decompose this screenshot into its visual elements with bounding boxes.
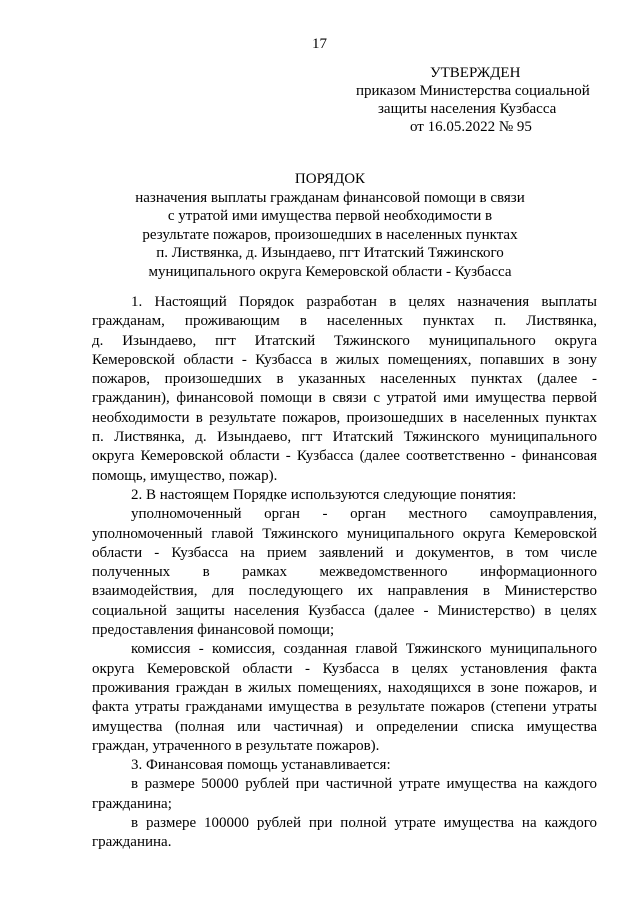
approval-line: защиты населения Кузбасса	[378, 101, 557, 117]
title-heading: ПОРЯДОК	[294, 171, 366, 187]
paragraph-line: социальной защиты населения Кузбасса (далее - Министерство) в целях	[92, 602, 597, 619]
approval-line: приказом Министерства социальной	[356, 83, 590, 99]
paragraph-line: пожаров, произошедших в указанных населенных пунктах (далее -	[92, 371, 597, 388]
paragraph-line: граждан, утраченного в результате пожаров).	[92, 737, 380, 754]
paragraph-line: округа Кемеровской области - Кузбасса в целях установления факта	[92, 660, 597, 677]
title-line: п. Листвянка, д. Изындаево, пгт Итатский Тяжинского	[156, 245, 504, 261]
title-line: муниципального округа Кемеровской области - Кузбасса	[148, 263, 512, 280]
page-number: 17	[312, 36, 327, 52]
approval-line: от 16.05.2022 № 95	[410, 119, 532, 135]
paragraph-line: п. Листвянка, д. Изындаево, пгт Итатский Тяжинского муниципального	[92, 429, 597, 446]
approval-stamp	[352, 64, 612, 136]
paragraph-line: округа Кемеровской области - Кузбасса (далее соответственно - финансовая	[92, 448, 597, 465]
paragraph	[92, 486, 597, 505]
paragraph-line: уполномоченный главой Тяжинского муниципального округа Кемеровской	[92, 525, 597, 542]
approval-heading: УТВЕРЖДЕН	[430, 65, 521, 81]
paragraph-line: гражданина.	[92, 834, 172, 851]
paragraph	[92, 293, 597, 486]
title-line: назначения выплаты гражданам финансовой помощи в связи	[135, 189, 525, 206]
paragraph-line: комиссия - комиссия, созданная главой Тяжинского муниципального	[131, 641, 597, 658]
paragraph-line: необходимости в результате пожаров, произошедших в населенных пунктах	[92, 409, 597, 426]
paragraph-line: гражданам, проживающим в населенных пунктах п. Листвянка,	[92, 313, 597, 330]
paragraph-line: помощь, имущество, пожар).	[92, 467, 278, 484]
paragraph-line: в размере 50000 рублей при частичной утрате имущества на каждого	[131, 776, 597, 793]
paragraph-line: Кемеровской области - Кузбасса в жилых помещениях, попавших в зону	[92, 351, 597, 368]
paragraph	[92, 814, 597, 853]
paragraph	[92, 775, 597, 814]
title-line: результате пожаров, произошедших в населенных пунктах	[142, 226, 518, 243]
paragraph-line: факта утраты гражданами имущества в результате пожаров (степени утраты	[92, 699, 597, 716]
paragraph-line: взаимодействия, для последующего их направления в Министерство	[92, 583, 597, 600]
paragraph-line: имущества (полная или частичная) и определении списка имущества	[92, 718, 597, 735]
paragraph-line: в размере 100000 рублей при полной утрате имущества на каждого	[131, 815, 597, 832]
paragraph-line: полученных в рамках межведомственного информационного	[92, 564, 597, 581]
paragraph-line: 2. В настоящем Порядке используются следующие понятия:	[131, 486, 517, 503]
paragraph-line: проживания граждан в жилых помещениях, находящихся в зоне пожаров, и	[92, 679, 597, 696]
paragraph	[92, 505, 597, 640]
paragraph-line: гражданина;	[92, 795, 172, 812]
title-line: с утратой ими имущества первой необходимости в	[167, 208, 493, 224]
paragraph-line: гражданин), финансовой помощи в связи с утратой ими имущества первой	[92, 390, 597, 407]
paragraph-line: уполномоченный орган - орган местного самоуправления,	[131, 506, 597, 523]
document-title	[80, 170, 580, 281]
paragraph-line: 1. Настоящий Порядок разработан в целях назначения выплаты	[131, 294, 597, 310]
paragraph-line: предоставления финансовой помощи;	[92, 622, 335, 639]
paragraph	[92, 640, 597, 756]
paragraph-line: области - Кузбасса на прием заявлений и документов, в том числе	[92, 544, 597, 561]
paragraph-line: 3. Финансовая помощь устанавливается:	[131, 757, 391, 774]
paragraph-line: д. Изындаево, пгт Итатский Тяжинского муниципального округа	[92, 332, 597, 349]
paragraph	[92, 756, 597, 775]
document-body	[92, 293, 597, 853]
